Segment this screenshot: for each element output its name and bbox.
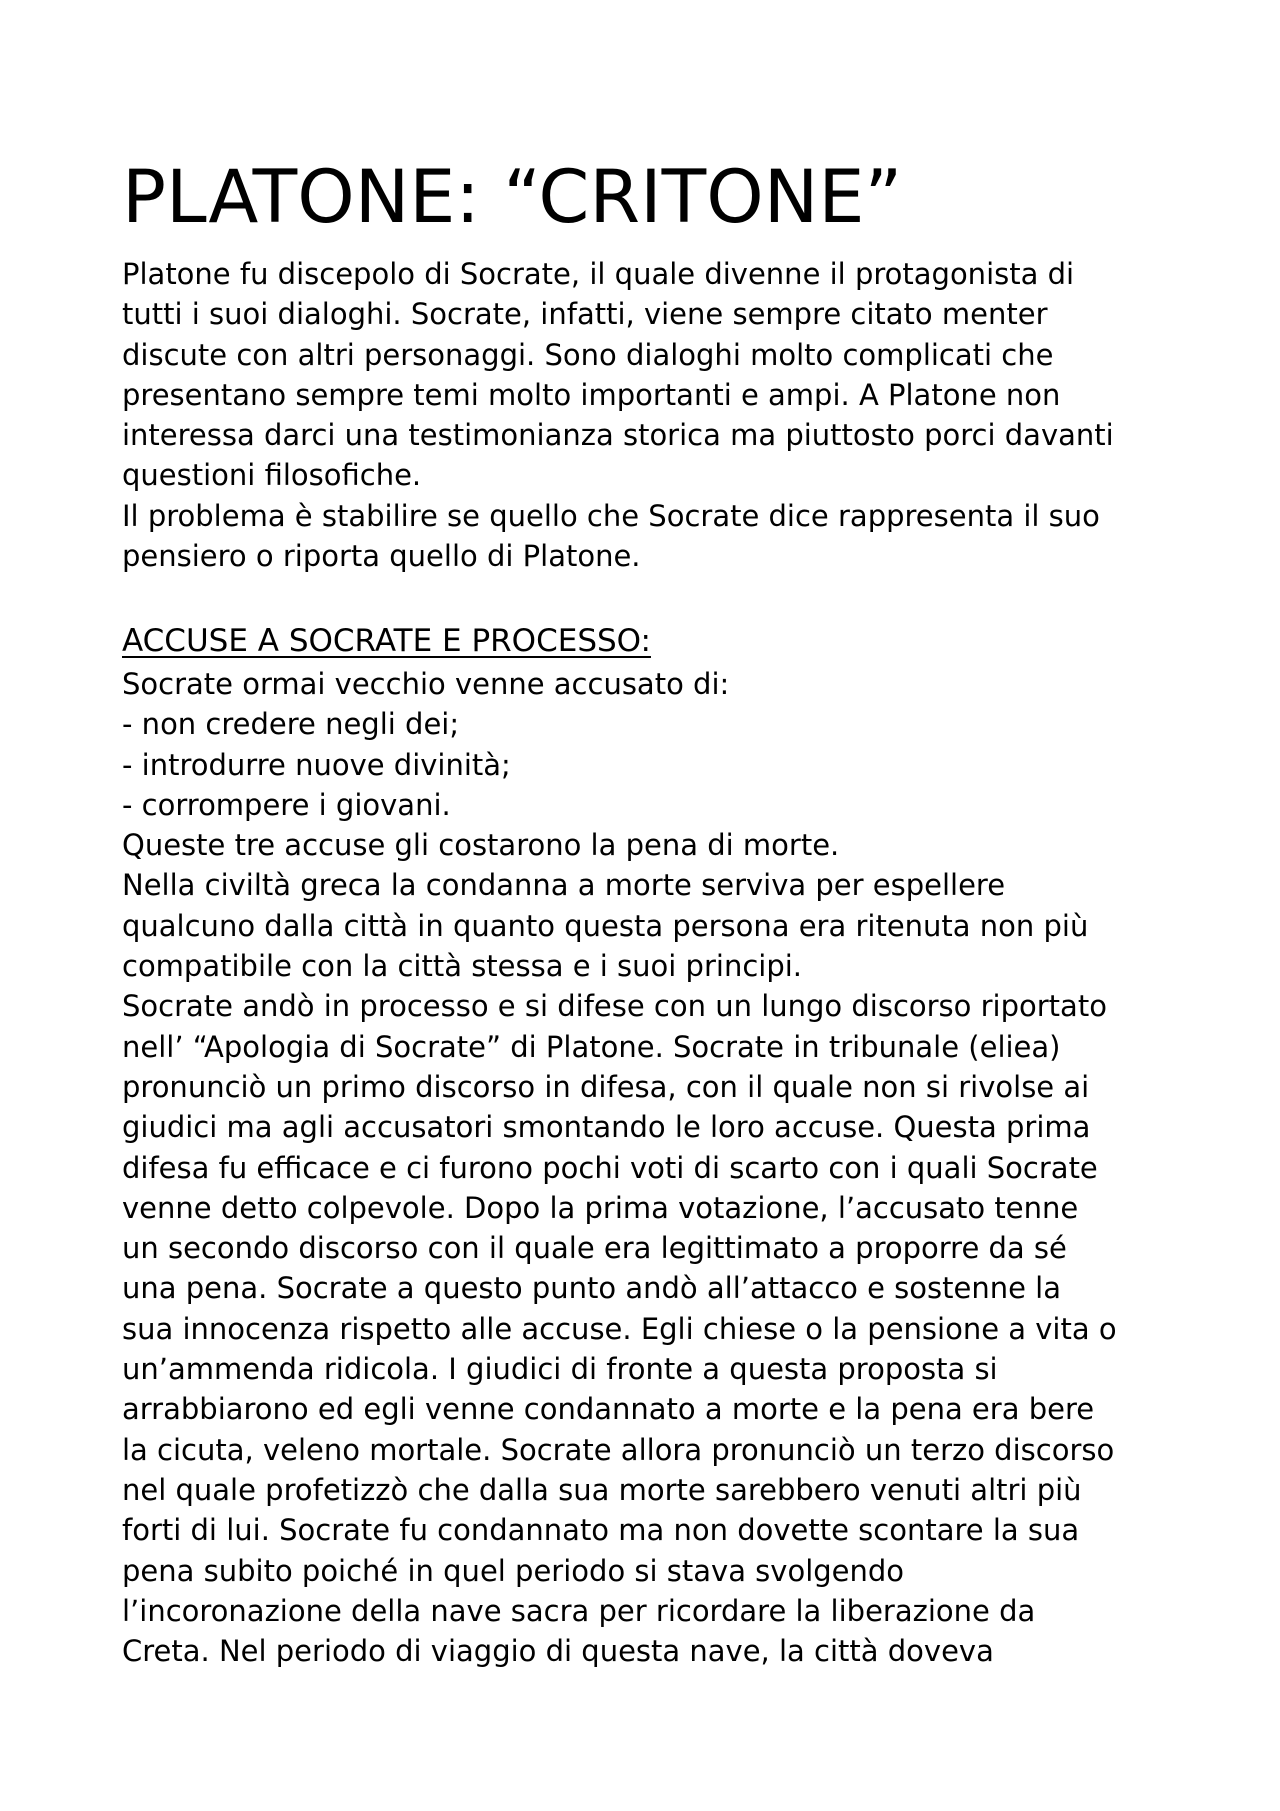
- text-line: un’ammenda ridicola. I giudici di fronte a questa proposta si: [122, 1352, 998, 1387]
- text-line: un secondo discorso con il quale era legittimato a proporre da sé: [122, 1231, 1067, 1266]
- text-line: pensiero o riporta quello di Platone.: [122, 539, 641, 574]
- list-item: - introdurre nuove divinità;: [122, 747, 511, 782]
- text-line: una pena. Socrate a questo punto andò all’attacco e sostenne la: [122, 1271, 1062, 1306]
- text-line: questioni filosofiche.: [122, 458, 422, 493]
- text-line: la cicuta, veleno mortale. Socrate allora pronunciò un terzo discorso: [122, 1432, 1115, 1467]
- text-line: discute con altri personaggi. Sono dialoghi molto complicati che: [122, 337, 1054, 372]
- list-item: - non credere negli dei;: [122, 707, 460, 742]
- text-line: arrabbiarono ed egli venne condannato a morte e la pena era bere: [122, 1392, 1095, 1427]
- intro-paragraph: [122, 254, 1114, 576]
- text-line: forti di lui. Socrate fu condannato ma non dovette scontare la sua: [122, 1513, 1080, 1548]
- text-line: venne detto colpevole. Dopo la prima votazione, l’accusato tenne: [122, 1190, 1079, 1225]
- text-line: Il problema è stabilire se quello che Socrate dice rappresenta il suo: [122, 498, 1100, 533]
- text-line: Platone fu discepolo di Socrate, il quale divenne il protagonista di: [122, 257, 1075, 291]
- text-line: interessa darci una testimonianza storica ma piuttosto porci davanti: [122, 418, 1114, 453]
- section-body: [122, 664, 1117, 1671]
- page-title: PLATONE: “CRITONE”: [122, 155, 903, 240]
- text-line: l’incoronazione della nave sacra per ricordare la liberazione da: [122, 1593, 1036, 1628]
- text-line: difesa fu efficace e ci furono pochi voti di scarto con i quali Socrate: [122, 1150, 1098, 1185]
- text-line: pena subito poiché in quel periodo si stava svolgendo: [122, 1553, 905, 1588]
- section-heading: ACCUSE A SOCRATE E PROCESSO:: [122, 623, 651, 659]
- text-line: qualcuno dalla città in quanto questa persona era ritenuta non più: [122, 908, 1089, 943]
- text-line: nell’ “Apologia di Socrate” di Platone. Socrate in tribunale (eliea): [122, 1029, 1061, 1064]
- text-line: giudici ma agli accusatori smontando le loro accuse. Questa prima: [122, 1110, 1091, 1145]
- text-line: Socrate ormai vecchio venne accusato di:: [122, 667, 730, 701]
- text-line: presentano sempre temi molto importanti e ampi. A Platone non: [122, 377, 1061, 412]
- text-line: Queste tre accuse gli costarono la pena di morte.: [122, 828, 840, 863]
- text-line: Nella civiltà greca la condanna a morte serviva per espellere: [122, 868, 1006, 903]
- text-line: Creta. Nel periodo di viaggio di questa nave, la città doveva: [122, 1634, 994, 1669]
- text-line: tutti i suoi dialoghi. Socrate, infatti, viene sempre citato menter: [122, 297, 1048, 332]
- text-line: pronunciò un primo discorso in difesa, con il quale non si rivolse ai: [122, 1069, 1090, 1104]
- list-item: - corrompere i giovani.: [122, 787, 451, 822]
- text-line: compatibile con la città stessa e i suoi principi.: [122, 949, 803, 984]
- text-line: Socrate andò in processo e si difese con un lungo discorso riportato: [122, 989, 1107, 1024]
- text-line: nel quale profetizzò che dalla sua morte sarebbero venuti altri più: [122, 1472, 1082, 1507]
- text-line: sua innocenza rispetto alle accuse. Egli chiese o la pensione a vita o: [122, 1311, 1117, 1346]
